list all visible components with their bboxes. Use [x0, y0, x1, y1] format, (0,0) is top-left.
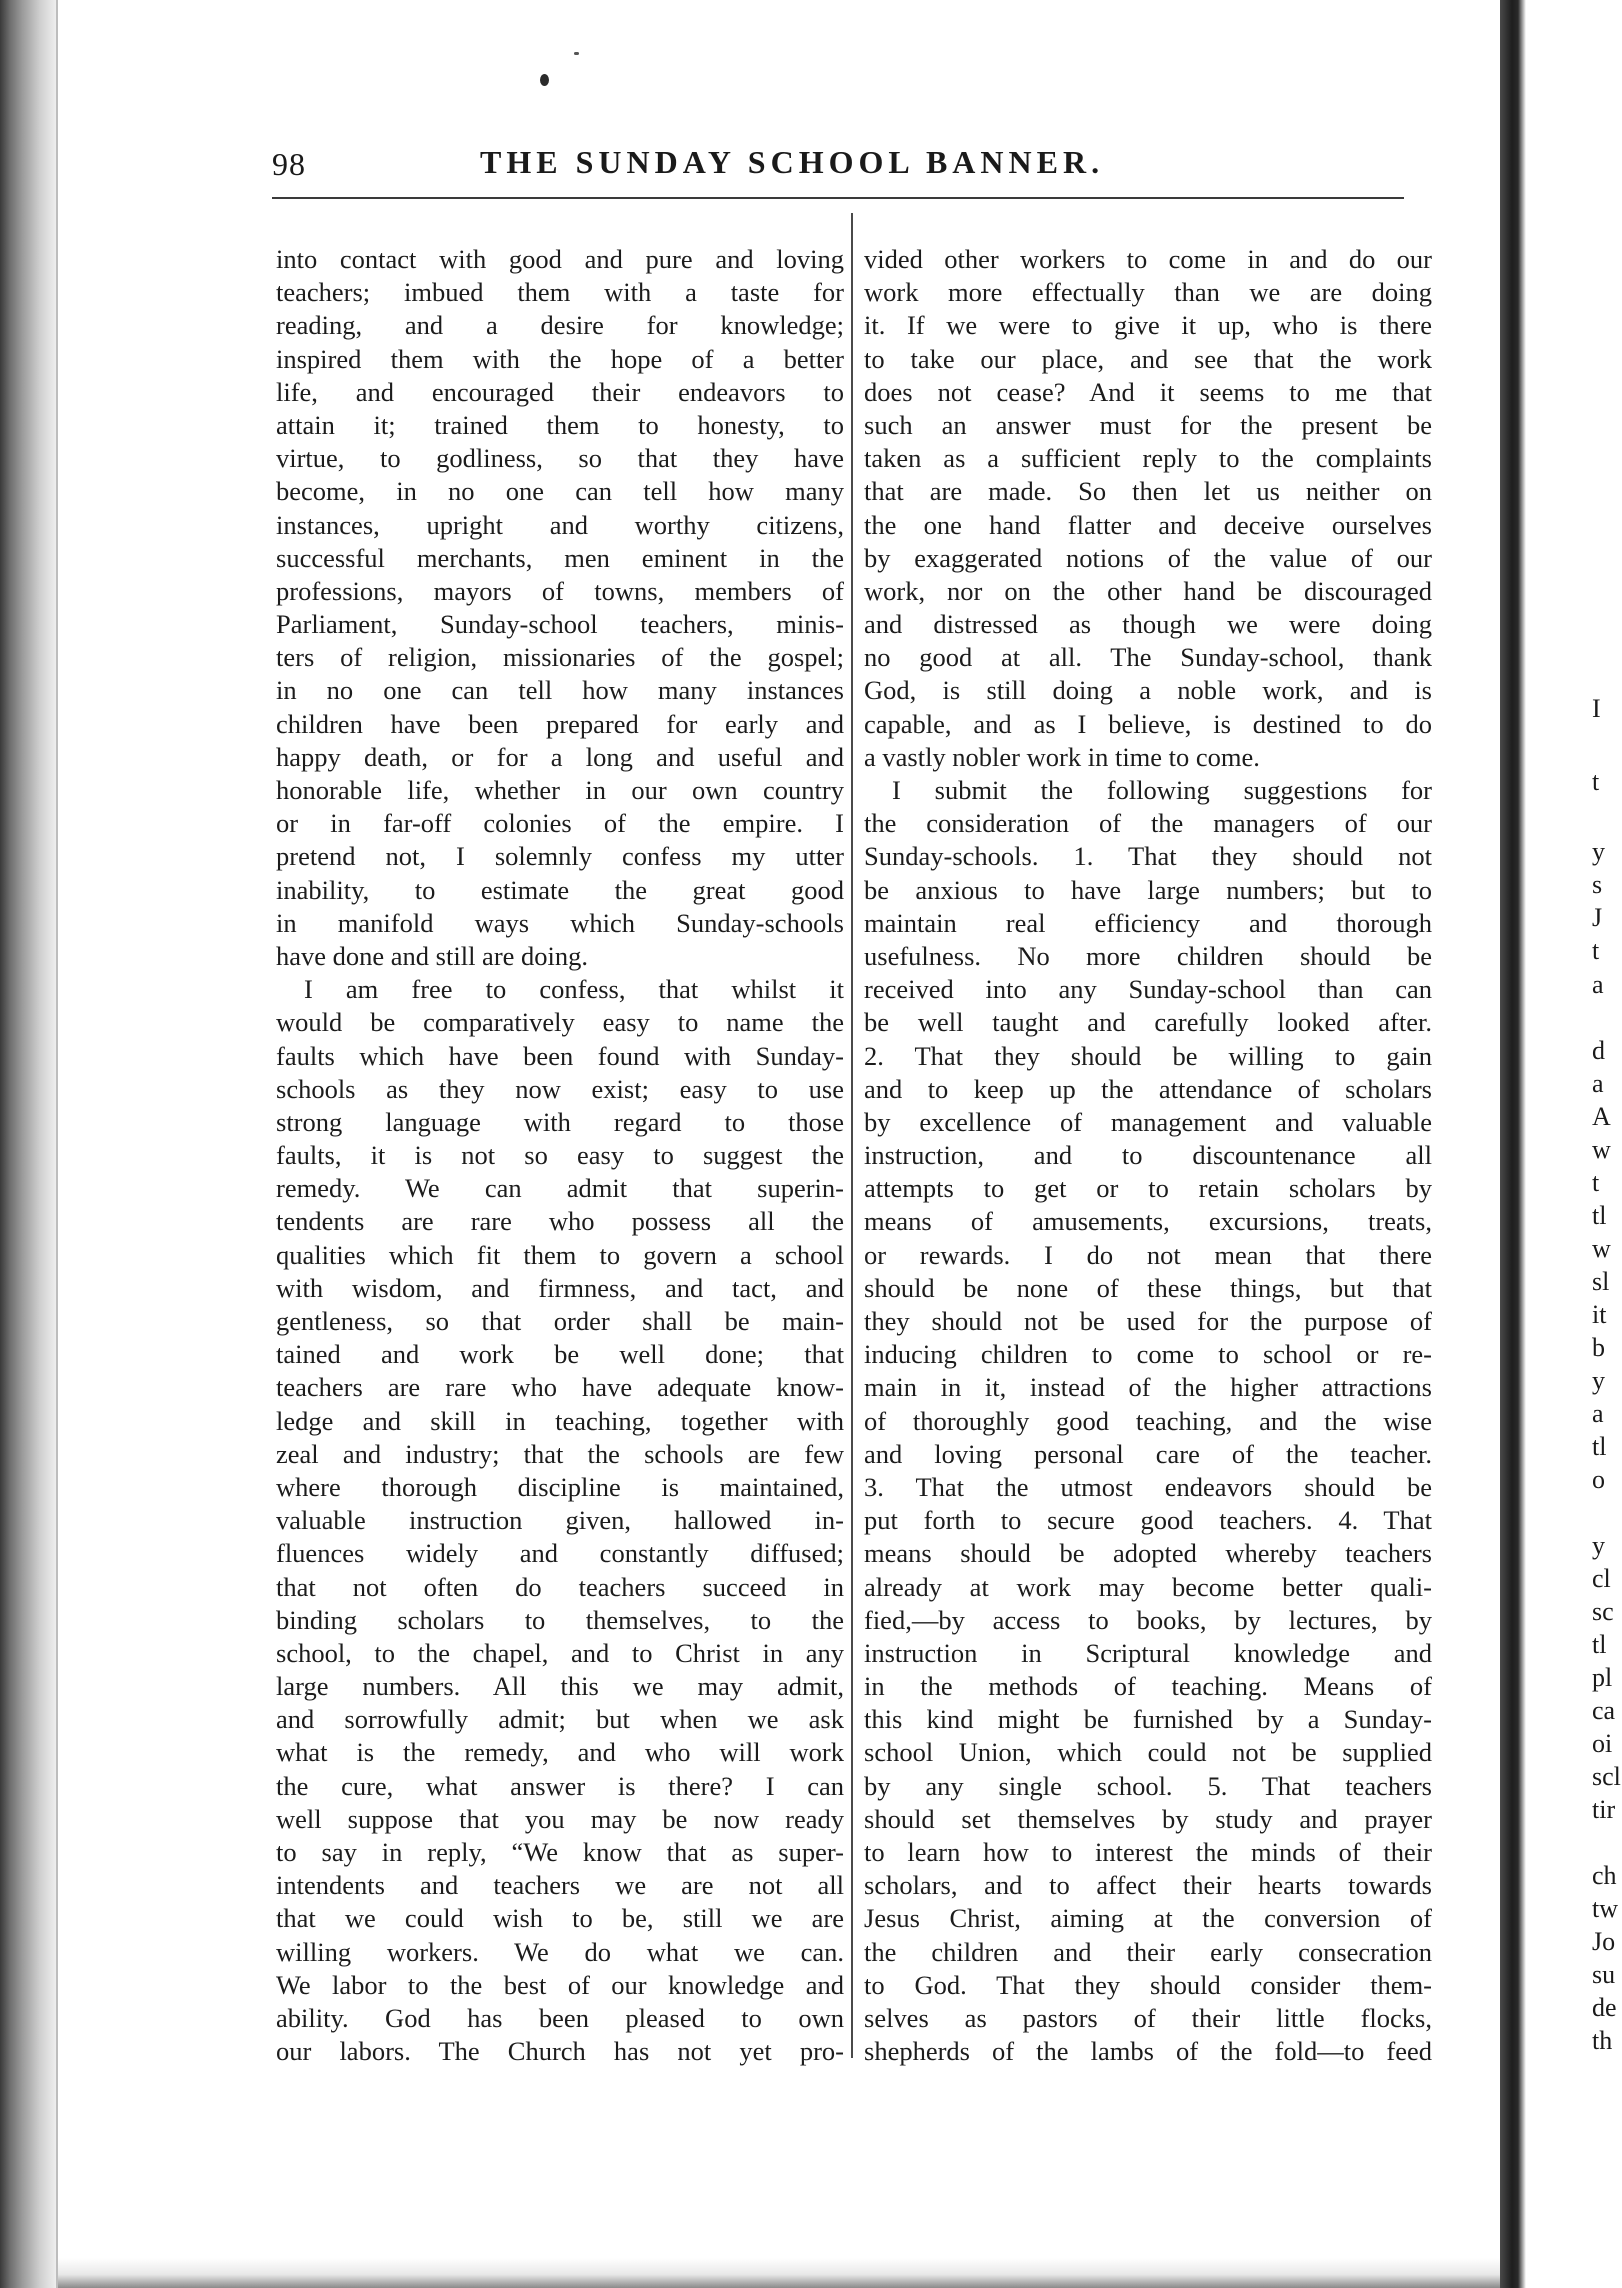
- text-line: the cure, what answer is there? I can: [276, 1770, 844, 1801]
- text-line: and loving personal care of the teacher.: [864, 1438, 1432, 1469]
- text-line: inducing children to come to school or re-: [864, 1339, 1432, 1370]
- text-line: taken as a sufficient reply to the complaints: [864, 443, 1432, 474]
- fragment-letter: t: [1592, 1168, 1600, 1197]
- text-line: work more effectually than we are doing: [864, 277, 1432, 308]
- text-line: a vastly nobler work in time to come.: [864, 741, 1260, 772]
- fragment-letter: J: [1592, 903, 1603, 932]
- text-line: inability, to estimate the great good: [276, 874, 844, 905]
- text-line: with wisdom, and firmness, and tact, and: [276, 1272, 844, 1303]
- text-line: inspired them with the hope of a better: [276, 343, 844, 374]
- text-line: professions, mayors of towns, members of: [276, 575, 844, 606]
- text-line: instruction in Scriptural knowledge and: [864, 1637, 1432, 1668]
- text-line: 2. That they should be willing to gain: [864, 1040, 1432, 1071]
- text-line: by exaggerated notions of the value of our: [864, 542, 1432, 573]
- text-line: should be none of these things, but that: [864, 1272, 1432, 1303]
- ink-spot-small: [574, 52, 579, 55]
- text-line: attempts to get or to retain scholars by: [864, 1173, 1432, 1204]
- text-line: reading, and a desire for knowledge;: [276, 310, 844, 341]
- text-line: that are made. So then let us neither on: [864, 476, 1432, 507]
- text-line: faults which have been found with Sunday-: [276, 1040, 844, 1071]
- left-column: [276, 243, 844, 2068]
- text-line: and distressed as though we were doing: [864, 609, 1432, 640]
- text-line: usefulness. No more children should be: [864, 940, 1432, 971]
- text-line: capable, and as I believe, is destined to do: [864, 708, 1432, 739]
- text-line: intendents and teachers we are not all: [276, 1870, 844, 1901]
- text-line: to learn how to interest the minds of their: [864, 1837, 1432, 1867]
- fragment-letter: t: [1592, 936, 1600, 965]
- text-line: or rewards. I do not mean that there: [864, 1239, 1432, 1270]
- text-line: and sorrowfully admit; but when we ask: [276, 1704, 844, 1735]
- fragment-letter: o: [1592, 1465, 1605, 1494]
- text-line: pretend not, I solemnly confess my utter: [276, 841, 844, 872]
- fragment-letter: scl: [1592, 1762, 1621, 1791]
- text-line: or in far-off colonies of the empire. I: [276, 808, 844, 839]
- text-line: means should be adopted whereby teachers: [864, 1538, 1432, 1569]
- fragment-letter: tw: [1592, 1894, 1618, 1923]
- text-line: school Union, which could not be supplied: [864, 1737, 1432, 1768]
- text-line: instruction, and to discountenance all: [864, 1140, 1432, 1171]
- text-line: qualities which fit them to govern a school: [276, 1239, 844, 1270]
- text-line: in the methods of teaching. Means of: [864, 1671, 1432, 1702]
- text-line: happy death, or for a long and useful and: [276, 741, 844, 772]
- fragment-letter: A: [1592, 1102, 1611, 1131]
- text-line: by any single school. 5. That teachers: [864, 1770, 1432, 1801]
- fragment-letter: a: [1592, 1399, 1604, 1428]
- text-line: would be comparatively easy to name the: [276, 1007, 844, 1038]
- text-line: work, nor on the other hand be discouraged: [864, 575, 1432, 606]
- text-line: strong language with regard to those: [276, 1106, 844, 1137]
- text-line: means of amusements, excursions, treats,: [864, 1206, 1432, 1237]
- fragment-letter: tl: [1592, 1201, 1607, 1230]
- text-line: virtue, to godliness, so that they have: [276, 443, 844, 474]
- fragment-letter: tl: [1592, 1432, 1607, 1461]
- text-line: God, is still doing a noble work, and is: [864, 675, 1432, 706]
- fragment-letter: tir: [1592, 1795, 1616, 1824]
- text-line: Jesus Christ, aiming at the conversion of: [864, 1903, 1432, 1934]
- text-line: already at work may become better quali-: [864, 1571, 1432, 1602]
- text-line: to take our place, and see that the work: [864, 343, 1432, 374]
- text-line: tendents are rare who possess all the: [276, 1206, 844, 1237]
- text-line: shepherds of the lambs of the fold—to feed: [864, 2036, 1432, 2067]
- text-line: no good at all. The Sunday-school, thank: [864, 642, 1432, 673]
- text-line: have done and still are doing.: [276, 940, 589, 971]
- fragment-letter: y: [1592, 1531, 1605, 1560]
- text-line: schools as they now exist; easy to use: [276, 1073, 844, 1104]
- text-line: the consideration of the managers of our: [864, 808, 1432, 839]
- fragment-letter: y: [1592, 1366, 1605, 1395]
- text-line: vided other workers to come in and do our: [864, 244, 1432, 274]
- text-line: tained and work be well done; that: [276, 1339, 844, 1370]
- text-line: put forth to secure good teachers. 4. That: [864, 1505, 1432, 1536]
- text-line: successful merchants, men eminent in the: [276, 542, 844, 573]
- fragment-letter: su: [1592, 1960, 1616, 1989]
- running-title: THE SUNDAY SCHOOL BANNER.: [480, 144, 1105, 180]
- text-line: by excellence of management and valuable: [864, 1106, 1432, 1137]
- text-line: zeal and industry; that the schools are few: [276, 1438, 844, 1469]
- text-line: remedy. We can admit that superin-: [276, 1173, 844, 1204]
- text-line: valuable instruction given, hallowed in-: [276, 1505, 844, 1536]
- text-line: where thorough discipline is maintained,: [276, 1471, 844, 1502]
- text-line: honorable life, whether in our own country: [276, 775, 844, 805]
- text-line: ability. God has been pleased to own: [276, 2002, 844, 2033]
- text-line: in no one can tell how many instances: [276, 675, 844, 706]
- text-line: Parliament, Sunday-school teachers, minis-: [276, 609, 844, 640]
- right-column: [864, 243, 1432, 2068]
- text-line: should set themselves by study and prayer: [864, 1803, 1432, 1834]
- fragment-letter: sc: [1592, 1597, 1614, 1626]
- fragment-letter: de: [1592, 1993, 1617, 2022]
- text-line: in manifold ways which Sunday-schools: [276, 907, 844, 938]
- text-line: and to keep up the attendance of scholars: [864, 1073, 1432, 1104]
- text-line: it. If we were to give it up, who is there: [864, 310, 1432, 341]
- text-line: become, in no one can tell how many: [276, 476, 844, 507]
- text-line: our labors. The Church has not yet pro-: [276, 2036, 844, 2067]
- fragment-letter: oi: [1592, 1729, 1613, 1758]
- text-line: willing workers. We do what we can.: [276, 1936, 844, 1967]
- text-line: of thoroughly good teaching, and the wise: [864, 1405, 1432, 1436]
- text-line: they should not be used for the purpose of: [864, 1306, 1432, 1336]
- text-line: I submit the following suggestions for: [892, 775, 1432, 805]
- fragment-letter: t: [1592, 767, 1600, 796]
- text-line: to say in reply, “We know that as super-: [276, 1837, 844, 1867]
- text-line: to God. That they should consider them-: [864, 1969, 1432, 2000]
- fragment-letter: d: [1592, 1036, 1605, 1065]
- fragment-letter: pl: [1592, 1663, 1613, 1692]
- text-line: be well taught and carefully looked after.: [864, 1007, 1432, 1038]
- text-line: be anxious to have large numbers; but to: [864, 874, 1432, 905]
- header-rule: [272, 197, 1404, 199]
- text-line: received into any Sunday-school than can: [864, 974, 1432, 1005]
- next-page-fragments: [1592, 0, 1622, 2288]
- text-line: fied,—by access to books, by lectures, by: [864, 1604, 1432, 1635]
- text-line: ters of religion, missionaries of the gospel;: [276, 642, 844, 673]
- page-bottom-shadow: [58, 2258, 1500, 2288]
- text-line: Sunday-schools. 1. That they should not: [864, 841, 1432, 872]
- fragment-letter: it: [1592, 1300, 1607, 1329]
- text-line: I am free to confess, that whilst it: [304, 974, 844, 1005]
- fragment-letter: s: [1592, 870, 1603, 899]
- fragment-letter: th: [1592, 2026, 1613, 2055]
- text-line: life, and encouraged their endeavors to: [276, 376, 844, 407]
- fragment-letter: b: [1592, 1333, 1605, 1362]
- text-line: school, to the chapel, and to Christ in any: [276, 1637, 844, 1668]
- text-line: 3. That the utmost endeavors should be: [864, 1471, 1432, 1502]
- text-line: binding scholars to themselves, to the: [276, 1604, 844, 1635]
- fragment-letter: Jo: [1592, 1927, 1616, 1956]
- text-line: attain it; trained them to honesty, to: [276, 409, 844, 440]
- text-line: selves as pastors of their little flocks,: [864, 2002, 1432, 2033]
- text-line: the one hand flatter and deceive ourselves: [864, 509, 1432, 540]
- text-line: gentleness, so that order shall be main-: [276, 1306, 844, 1336]
- book-gutter: [0, 0, 58, 2288]
- fragment-letter: w: [1592, 1234, 1611, 1263]
- fragment-letter: w: [1592, 1135, 1611, 1164]
- text-line: teachers; imbued them with a taste for: [276, 277, 844, 308]
- fragment-letter: ca: [1592, 1696, 1616, 1725]
- text-line: ledge and skill in teaching, together with: [276, 1405, 844, 1436]
- column-divider: [851, 213, 853, 2058]
- text-line: that not often do teachers succeed in: [276, 1571, 844, 1602]
- text-line: We labor to the best of our knowledge and: [276, 1969, 844, 2000]
- text-line: instances, upright and worthy citizens,: [276, 509, 844, 540]
- text-line: well suppose that you may be now ready: [276, 1803, 844, 1834]
- page-number: 98: [272, 146, 306, 182]
- text-line: such an answer must for the present be: [864, 409, 1432, 440]
- text-line: into contact with good and pure and loving: [276, 244, 844, 274]
- text-line: that we could wish to be, still we are: [276, 1903, 844, 1934]
- fragment-letter: cl: [1592, 1564, 1611, 1593]
- text-line: fluences widely and constantly diffused;: [276, 1538, 844, 1569]
- fragment-letter: I: [1592, 694, 1601, 723]
- fragment-letter: tl: [1592, 1630, 1607, 1659]
- text-line: scholars, and to affect their hearts towards: [864, 1870, 1432, 1901]
- fragment-letter: ch: [1592, 1861, 1617, 1890]
- ink-spot: [540, 74, 549, 86]
- text-line: what is the remedy, and who will work: [276, 1737, 844, 1768]
- fragment-letter: sl: [1592, 1267, 1610, 1296]
- text-line: children have been prepared for early and: [276, 708, 844, 739]
- text-line: the children and their early consecration: [864, 1936, 1432, 1967]
- text-line: teachers are rare who have adequate know-: [276, 1372, 844, 1403]
- fragment-letter: a: [1592, 970, 1604, 999]
- text-line: large numbers. All this we may admit,: [276, 1671, 844, 1702]
- text-line: this kind might be furnished by a Sunday-: [864, 1704, 1432, 1735]
- text-line: maintain real efficiency and thorough: [864, 907, 1432, 938]
- fragment-letter: a: [1592, 1069, 1604, 1098]
- text-line: faults, it is not so easy to suggest the: [276, 1140, 844, 1171]
- text-line: main in it, instead of the higher attractions: [864, 1372, 1432, 1403]
- fragment-letter: y: [1592, 837, 1605, 866]
- text-line: does not cease? And it seems to me that: [864, 376, 1432, 407]
